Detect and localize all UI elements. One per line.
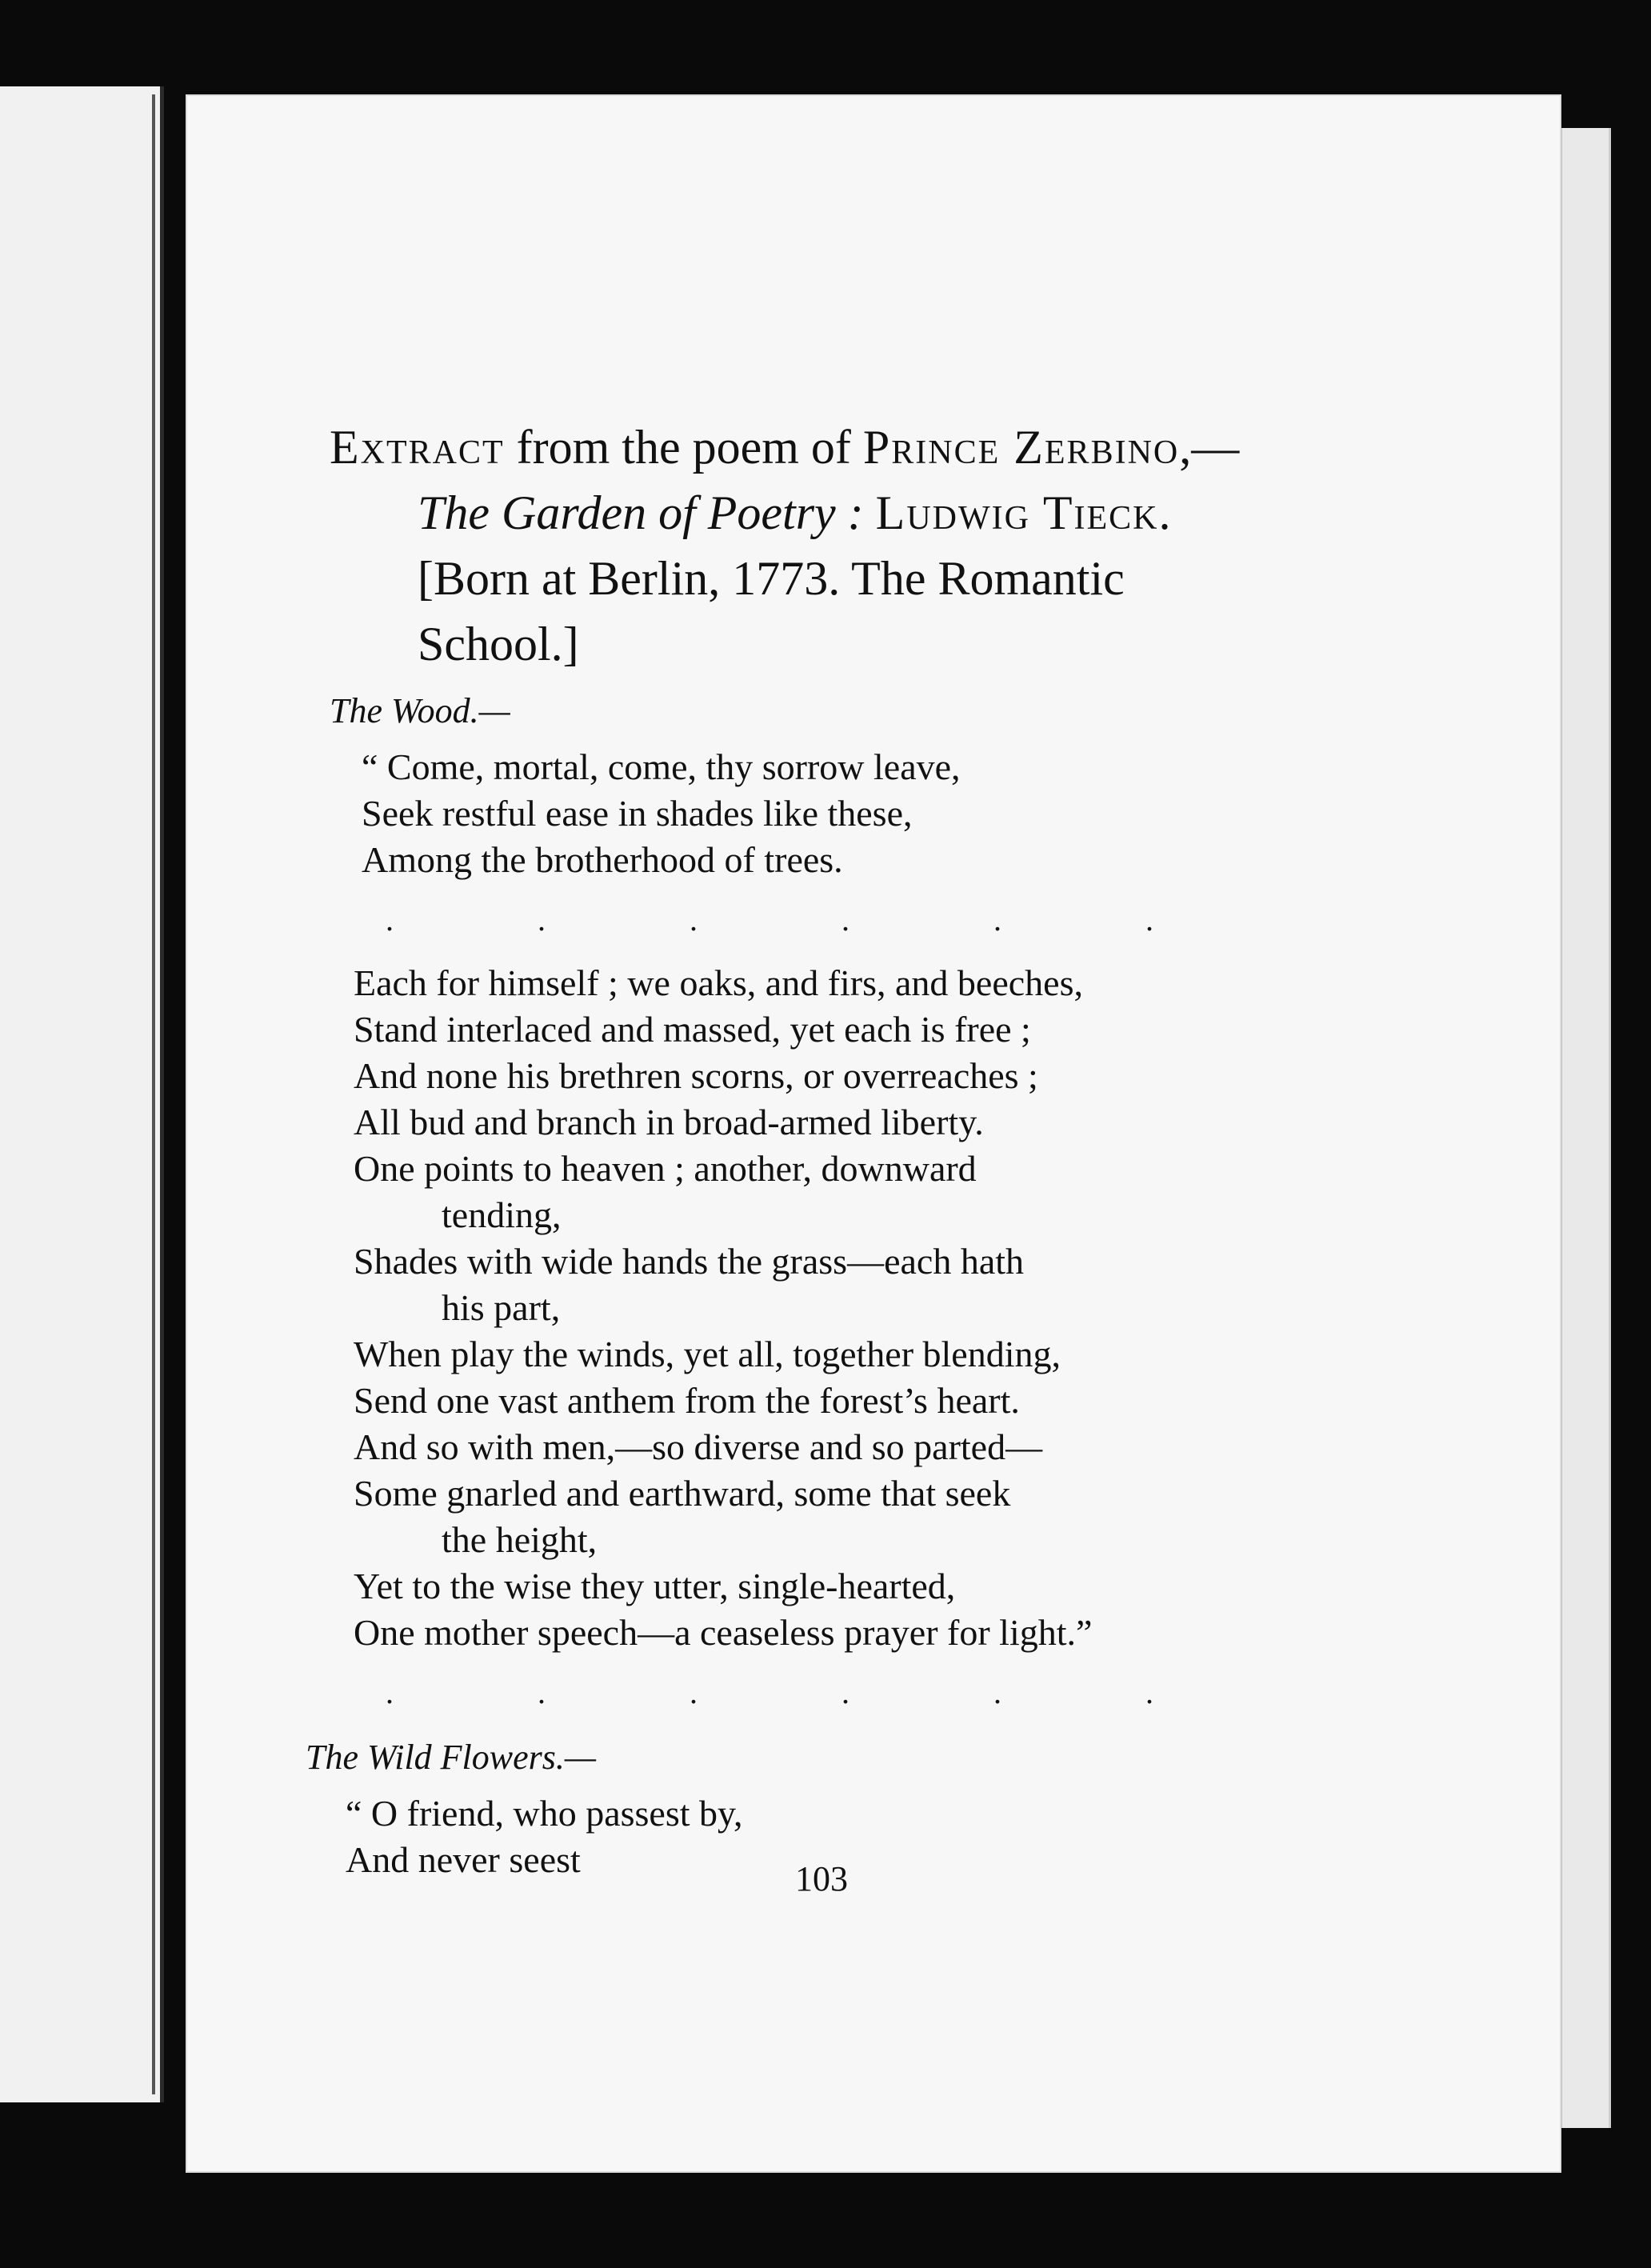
verse-line: Among the brotherhood of trees.	[362, 839, 843, 880]
ellipsis-dots	[386, 904, 1153, 936]
verse-line-continuation: his part,	[442, 1287, 561, 1328]
verse-line: “ Come, mortal, come, thy sorrow leave,	[362, 746, 961, 787]
heading-details: . [Born at Berlin, 1773. The Romantic School.]	[418, 486, 1171, 670]
ellipsis-dot: .	[1145, 1674, 1153, 1710]
verse-line: One mother speech—a ceaseless prayer for light.”	[354, 1612, 1093, 1653]
verse-line: And so with men,—so diverse and so parted—	[354, 1426, 1043, 1467]
heading-text: from the poem of	[504, 421, 863, 474]
book-page	[186, 94, 1561, 2173]
page-number: 103	[795, 1859, 848, 1898]
ellipsis-dot: .	[841, 1674, 849, 1710]
heading-dash: ,—	[1179, 421, 1240, 474]
ellipsis-dot: .	[386, 902, 394, 938]
verse-line-continuation: the height,	[442, 1519, 598, 1560]
verse-line: Stand interlaced and massed, yet each is free ;	[354, 1009, 1031, 1050]
ellipsis-dot: .	[1145, 902, 1153, 938]
verse-line: And never seest	[346, 1839, 581, 1880]
ellipsis-dot: .	[993, 902, 1001, 938]
heading-space	[864, 486, 876, 539]
ellipsis-dot: .	[690, 902, 698, 938]
previous-page-edge	[0, 86, 164, 2102]
heading-poem-title: Prince Zerbino	[862, 421, 1180, 474]
verse-line: “ O friend, who passest by,	[346, 1793, 743, 1834]
ellipsis-dot: .	[690, 1674, 698, 1710]
ellipsis-dot: .	[538, 902, 546, 938]
binding-gutter	[152, 94, 155, 2094]
verse-line: When play the winds, yet all, together blending,	[354, 1334, 1061, 1374]
extract-heading	[330, 414, 1249, 677]
ellipsis-dot: .	[386, 1674, 394, 1710]
wood-stanza-1	[362, 744, 1249, 883]
page-content	[306, 414, 1249, 1883]
page-stack-edge	[1560, 128, 1611, 2128]
ellipsis-dot: .	[841, 902, 849, 938]
verse-line-continuation: tending,	[442, 1194, 562, 1235]
heading-extract-word: Extract	[330, 421, 505, 474]
verse-line: One points to heaven ; another, downward	[354, 1148, 977, 1189]
verse-line: Yet to the wise they utter, single-hearted,	[354, 1566, 956, 1606]
verse-line: Shades with wide hands the grass—each hath	[354, 1241, 1025, 1282]
ellipsis-dot: .	[538, 1674, 546, 1710]
section-title-wood: The Wood.—	[330, 691, 510, 730]
ellipsis-dot: .	[993, 1674, 1001, 1710]
verse-line: Seek restful ease in shades like these,	[362, 793, 913, 834]
verse-line: Send one vast anthem from the forest’s heart.	[354, 1380, 1020, 1421]
verse-line: All bud and branch in broad-armed liberty.	[354, 1102, 984, 1142]
verse-line: Some gnarled and earthward, some that seek	[354, 1473, 1011, 1514]
heading-work-title: The Garden of Poetry :	[418, 486, 864, 539]
heading-author: Ludwig Tieck	[875, 486, 1159, 539]
verse-line: Each for himself ; we oaks, and firs, and beeches,	[354, 962, 1084, 1003]
verse-line: And none his brethren scorns, or overreaches ;	[354, 1055, 1038, 1096]
section-title-wild-flowers: The Wild Flowers.—	[306, 1738, 597, 1777]
wood-stanza-2	[354, 960, 1249, 1656]
ellipsis-dots	[386, 1674, 1153, 1710]
